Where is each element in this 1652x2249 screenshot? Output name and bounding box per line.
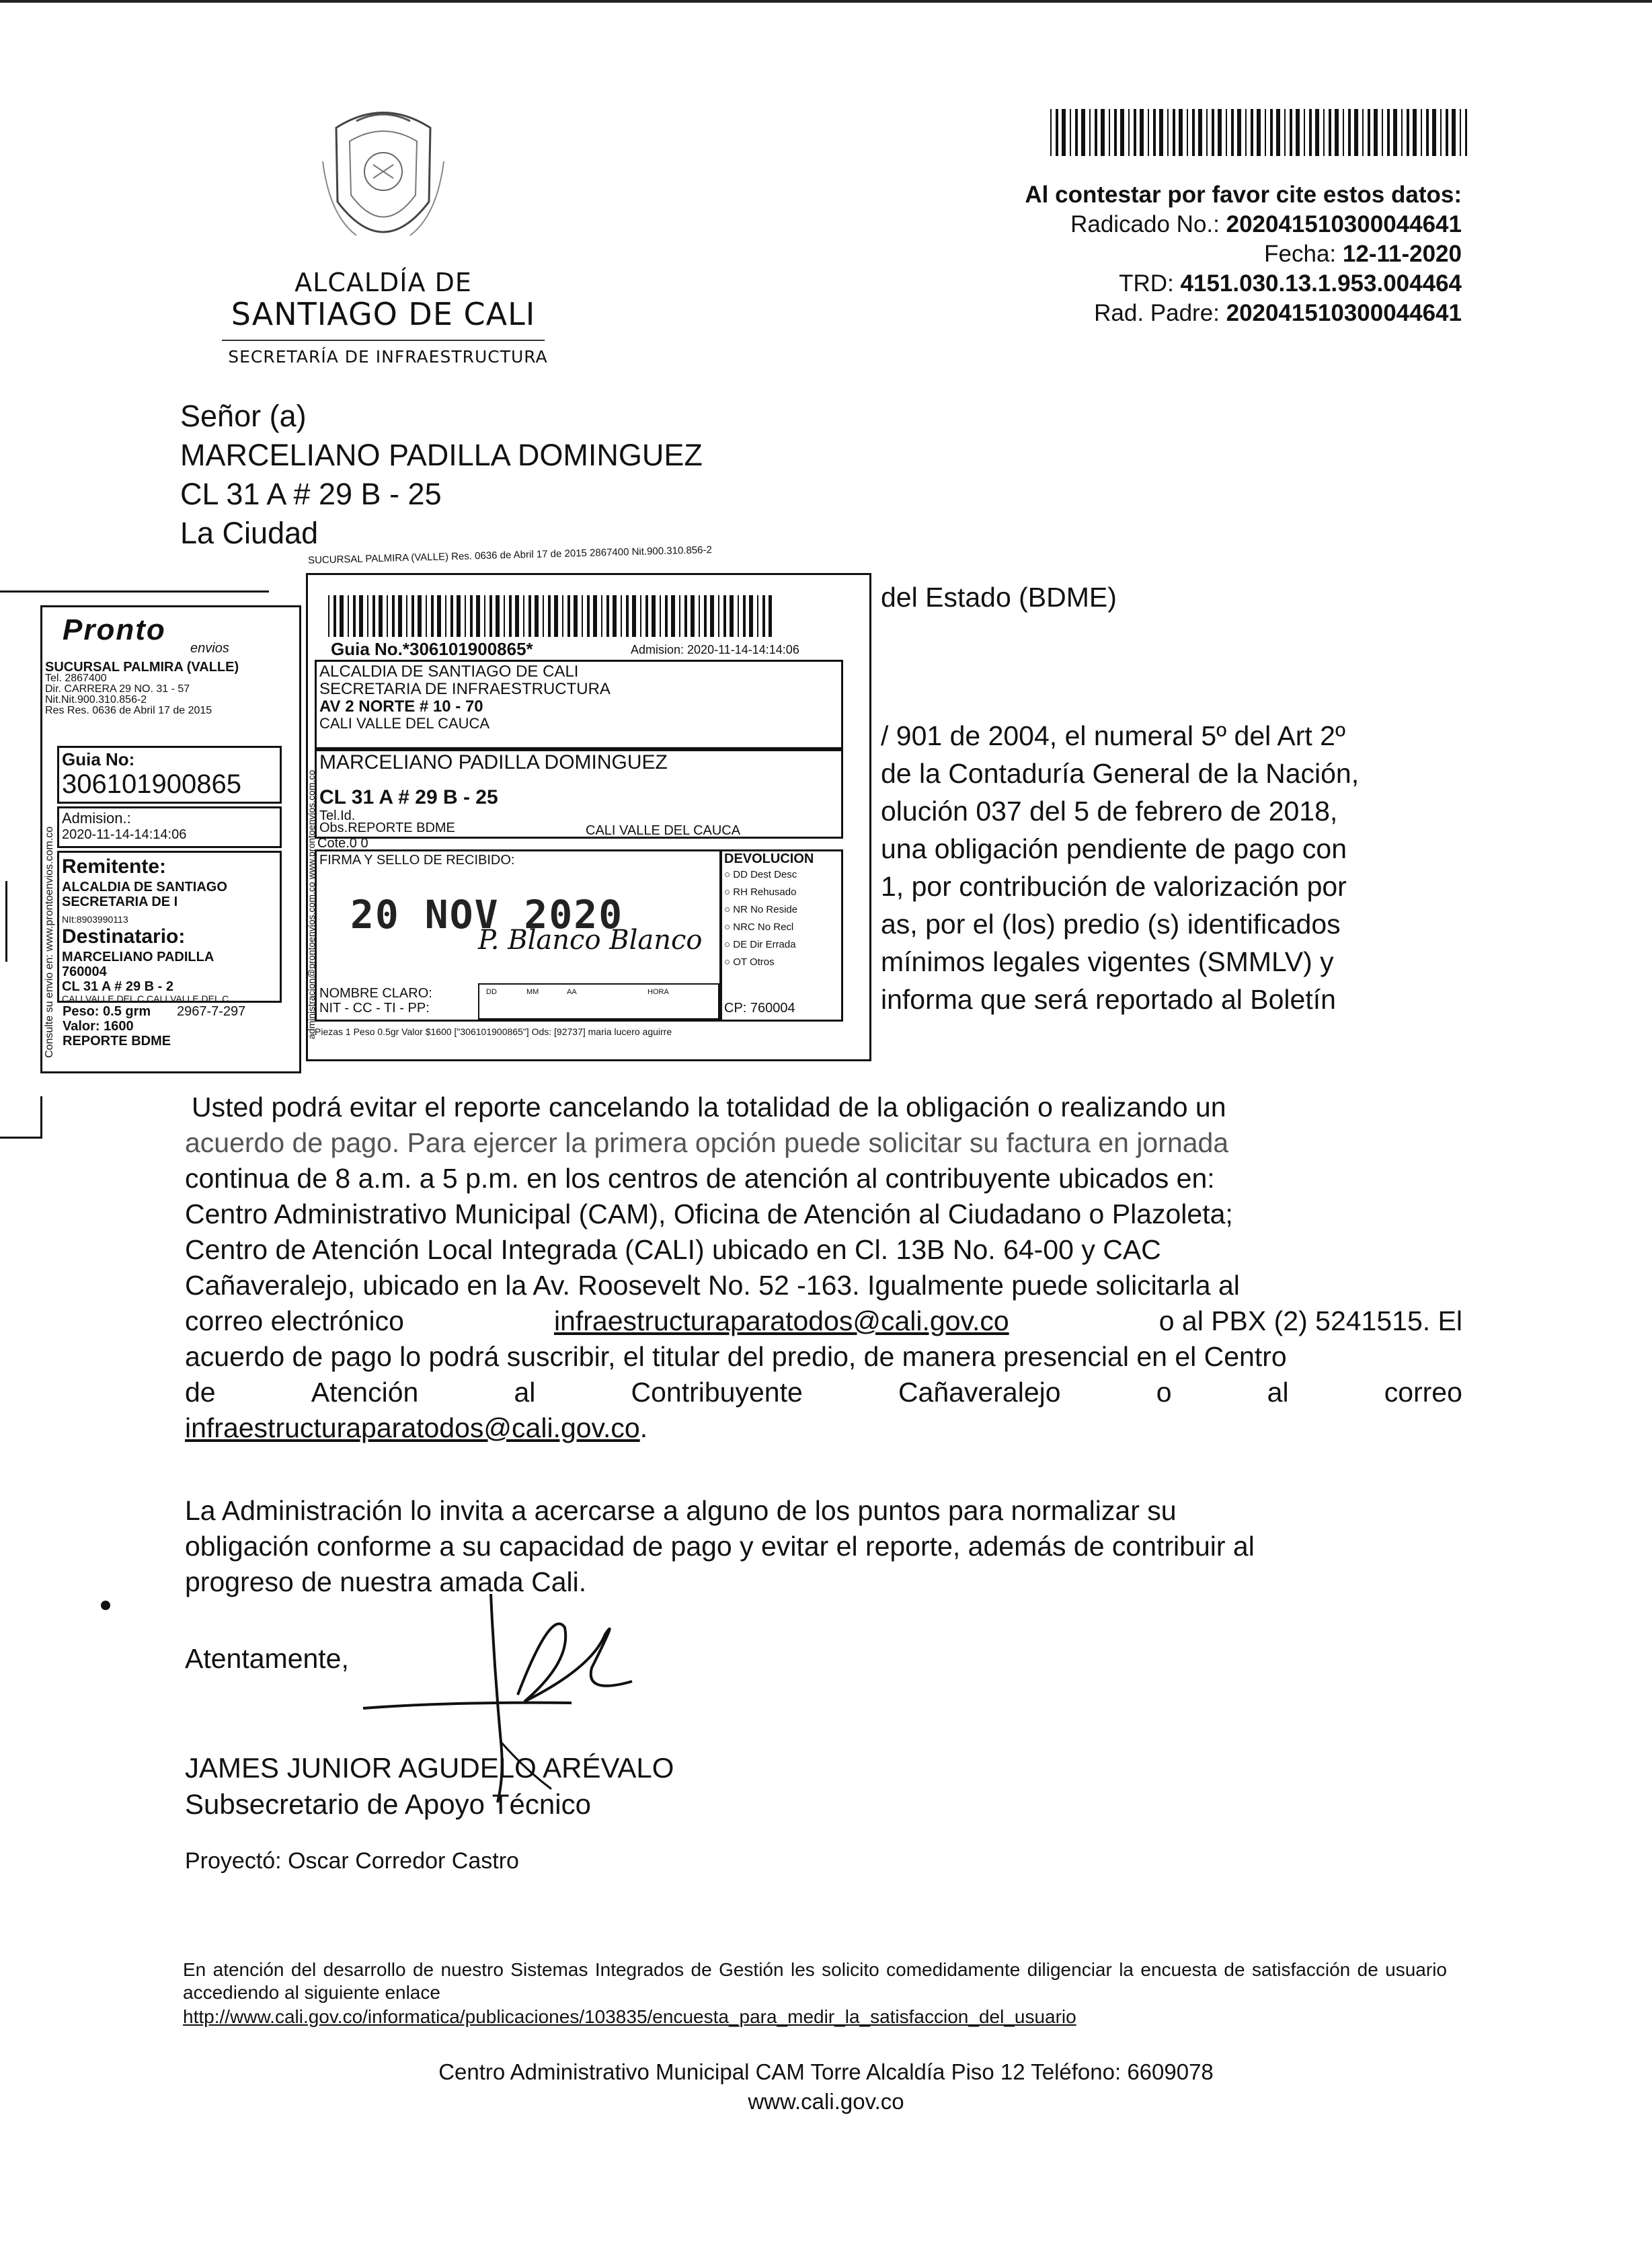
radicado-row xyxy=(1070,210,1462,239)
paragraph-invitation xyxy=(185,1493,1462,1600)
res: Res Res. 0636 de Abril 17 de 2015 xyxy=(45,705,212,716)
stray-dot xyxy=(101,1601,110,1610)
dev-option: ○ NR No Reside xyxy=(724,904,798,915)
dev-option-label: OT Otros xyxy=(733,956,775,968)
word: al xyxy=(1267,1377,1289,1408)
body-fragment: as, por el (los) predio (s) identificados xyxy=(881,909,1341,940)
recipient-address: CL 31 A # 29 B - 25 xyxy=(180,477,442,511)
dest-city: CALI VALLE DEL CAUCA xyxy=(586,823,741,838)
email-link[interactable]: infraestructuraparatodos@cali.gov.co xyxy=(553,1305,1009,1336)
nit-row-label: NIT - CC - TI - PP: xyxy=(319,1001,430,1016)
trd-row xyxy=(1119,269,1462,299)
fecha-row xyxy=(1264,239,1462,269)
paragraph-line: Centro de Atención Local Integrada (CALI) ubicado en Cl. 13B No. 64-00 y CAC xyxy=(185,1234,1161,1265)
word: Contribuyente xyxy=(631,1377,803,1408)
word: al xyxy=(514,1377,536,1408)
dev-option-label: DE Dir Errada xyxy=(733,939,796,950)
date-grid xyxy=(478,983,719,1020)
cote: Cote.0 0 xyxy=(317,836,368,851)
dest-addr: CL 31 A # 29 B - 25 xyxy=(319,786,498,808)
sender-line: AV 2 NORTE # 10 - 70 xyxy=(319,697,483,716)
tracking-barcode-icon xyxy=(328,595,772,637)
paragraph-line: acuerdo de pago. Para ejercer la primera opción puede solicitar su factura en jornada xyxy=(185,1127,1229,1158)
rad-padre-label: Rad. Padre: xyxy=(1094,300,1226,326)
paragraph-line: continua de 8 a.m. a 5 p.m. en los centros de atención al contribuyente ubicados en: xyxy=(185,1163,1215,1194)
side-url: administracion@prontoenvios.com.co www.prontoenvios.com.co xyxy=(306,769,317,1039)
parties-box xyxy=(57,851,282,1003)
word: de xyxy=(185,1377,216,1408)
survey-link[interactable]: http://www.cali.gov.co/informatica/publicaciones/103835/encuesta_para_medir_la_satisfaccion_del_usuario xyxy=(183,2006,1076,2027)
admision-value: 2020-11-14-14:14:06 xyxy=(62,827,187,842)
admision-label: Admision.: xyxy=(62,810,131,827)
admision-box xyxy=(57,806,282,848)
nombre-label: NOMBRE CLARO: xyxy=(319,986,432,1001)
body-fragment: del Estado (BDME) xyxy=(881,582,1117,613)
email-link-2[interactable]: infraestructuraparatodos@cali.gov.co xyxy=(185,1412,640,1443)
date-col: MM xyxy=(526,988,539,996)
received-stamp-date: 20 NOV 2020 xyxy=(350,892,624,938)
scan-edge-mark xyxy=(0,1096,42,1139)
reception-box xyxy=(315,849,722,1022)
sticker-header: SUCURSAL PALMIRA (VALLE) Res. 0636 de Abril 17 de 2015 2867400 Nit.900.310.856-2 xyxy=(307,544,713,566)
word: correo xyxy=(1384,1377,1462,1408)
courier-logo: Pronto xyxy=(63,613,166,646)
paragraph-line xyxy=(185,1303,1462,1339)
word: o xyxy=(1156,1377,1172,1408)
guia-label: Guia No: xyxy=(62,749,135,769)
trd-label: TRD: xyxy=(1119,270,1181,297)
dev-option: ○ DE Dir Errada xyxy=(724,939,796,950)
dest-line: CALI VALLE DEL C CALI VALLE DEL C xyxy=(62,993,229,1004)
radicado-barcode-icon xyxy=(1050,109,1467,156)
dev-option: ○ DD Dest Desc xyxy=(724,869,797,880)
paragraph-line: La Administración lo invita a acercarse a alguno de los puntos para normalizar su xyxy=(185,1495,1177,1526)
rad-padre-row xyxy=(1094,299,1462,328)
sender-box xyxy=(315,660,843,751)
logo-line-1: ALCALDÍA DE xyxy=(294,268,472,297)
signer-name: JAMES JUNIOR AGUDELO ARÉVALO xyxy=(185,1752,674,1784)
paragraph-line: Usted podrá evitar el reporte cancelando la totalidad de la obligación o realizando un xyxy=(192,1092,1226,1122)
logo-line-3: SECRETARÍA DE INFRAESTRUCTURA xyxy=(228,347,548,367)
paragraph-line xyxy=(185,1410,1462,1446)
admision: Admision: 2020-11-14-14:14:06 xyxy=(631,643,799,656)
paragraph-payment xyxy=(185,1090,1462,1446)
dev-option-label: DD Dest Desc xyxy=(733,869,797,880)
remitente-line: ALCALDIA DE SANTIAGO xyxy=(62,880,227,894)
guia-box xyxy=(57,746,282,804)
body-fragment: informa que será reportado al Boletín xyxy=(881,984,1336,1015)
valor: Valor: 1600 xyxy=(63,1019,134,1034)
date-col: HORA xyxy=(647,988,669,996)
paragraph-line: Cañaveralejo, ubicado en la Av. Roosevelt No. 52 -163. Igualmente puede solicitarla al xyxy=(185,1270,1240,1301)
recipient-signature: P. Blanco Blanco xyxy=(478,925,703,956)
side-url: Consulte su envio en: www.prontoenvios.com.co xyxy=(44,826,55,1058)
recipient-name: MARCELIANO PADILLA DOMINGUEZ xyxy=(180,438,703,472)
paragraph-line: obligación conforme a su capacidad de pago y evitar el reporte, además de contribuir al xyxy=(185,1531,1255,1562)
salutation: Señor (a) xyxy=(180,399,307,433)
recipient-box xyxy=(315,747,843,839)
dir: Dir. CARRERA 29 NO. 31 - 57 xyxy=(45,683,190,695)
tel: Tel. 2867400 xyxy=(45,673,107,684)
body-fragment: mínimos legales vigentes (SMMLV) y xyxy=(881,946,1334,977)
dev-option-label: NR No Reside xyxy=(733,904,798,915)
paragraph-line xyxy=(185,1375,1462,1410)
period: . xyxy=(639,1412,648,1443)
shipping-label-left xyxy=(40,605,301,1073)
logo-divider xyxy=(222,340,545,341)
word: Atención xyxy=(311,1377,419,1408)
scan-edge-mark xyxy=(0,881,7,962)
remitente-line: SECRETARIA DE I xyxy=(62,894,178,909)
dev-option: ○ OT Otros xyxy=(724,956,775,968)
date-col: AA xyxy=(567,988,577,996)
logo-line-2: SANTIAGO DE CALI xyxy=(231,296,536,332)
branch: SUCURSAL PALMIRA (VALLE) xyxy=(45,660,239,675)
sender-line: CALI VALLE DEL CAUCA xyxy=(319,715,490,732)
dev-option: ○ NRC No Recl xyxy=(724,921,794,933)
sender-line: ALCALDIA DE SANTIAGO DE CALI xyxy=(319,662,579,681)
firma-label: FIRMA Y SELLO DE RECIBIDO: xyxy=(319,853,515,868)
date-col: DD xyxy=(486,988,497,996)
postal-code: CP: 760004 xyxy=(724,1001,795,1016)
footer-address: Centro Administrativo Municipal CAM Torre Alcaldía Piso 12 Teléfono: 6609078 xyxy=(438,2059,1214,2084)
shipping-label-main xyxy=(306,544,871,1061)
obs: Obs.REPORTE BDME xyxy=(319,821,455,835)
signer-title: Subsecretario de Apoyo Técnico xyxy=(185,1788,591,1820)
nit: Nit.Nit.900.310.856-2 xyxy=(45,694,147,706)
sender-line: SECRETARIA DE INFRAESTRUCTURA xyxy=(319,680,611,698)
courier-logo-sub: envios xyxy=(190,641,229,656)
rad-padre-value: 202041510300044641 xyxy=(1226,300,1462,326)
peso: Peso: 0.5 grm xyxy=(63,1004,151,1019)
body-fragment: de la Contaduría General de la Nación, xyxy=(881,758,1360,789)
tel-id: Tel.Id. xyxy=(319,808,356,823)
trd-value: 4151.030.13.1.953.004464 xyxy=(1180,270,1462,297)
body-fragment: / 901 de 2004, el numeral 5º del Art 2º xyxy=(881,720,1345,751)
dev-option-label: RH Rehusado xyxy=(733,886,797,898)
body-fragment: olución 037 del 5 de febrero de 2018, xyxy=(881,796,1338,827)
remitente-label: Remitente: xyxy=(62,855,167,878)
dev-option-label: NRC No Recl xyxy=(733,921,794,933)
fecha-label: Fecha: xyxy=(1264,241,1343,267)
dest-name: MARCELIANO PADILLA DOMINGUEZ xyxy=(319,751,668,773)
radicado-label: Radicado No.: xyxy=(1070,211,1226,237)
sticker-top-rule xyxy=(0,590,269,593)
guia-number: Guia No.*306101900865* xyxy=(331,639,533,659)
paragraph-line: Centro Administrativo Municipal (CAM), Oficina de Atención al Ciudadano o Plazoleta; xyxy=(185,1198,1233,1229)
remitente-nit: NIt:8903990113 xyxy=(62,914,128,925)
devolucion-label: DEVOLUCION xyxy=(724,851,814,866)
guia-number: 306101900865 xyxy=(62,769,241,799)
email-intro: correo electrónico xyxy=(185,1305,404,1336)
ref-number: 2967-7-297 xyxy=(177,1004,246,1019)
destinatario-label: Destinatario: xyxy=(62,925,186,948)
piece-summary: Piezas 1 Peso 0.5gr Valor $1600 ["306101900865"] Ods: [92737] maria lucero aguirre xyxy=(315,1026,672,1037)
dest-line: 760004 xyxy=(62,964,107,979)
word: Cañaveralejo xyxy=(898,1377,1061,1408)
devolucion-box xyxy=(719,849,843,1022)
pbx-text: o al PBX (2) 5241515. El xyxy=(1158,1305,1462,1336)
recipient-city: La Ciudad xyxy=(180,516,319,550)
body-fragment: 1, por contribución de valorización por xyxy=(881,871,1347,902)
projected-by: Proyectó: Oscar Corredor Castro xyxy=(185,1848,519,1874)
cite-label: Al contestar por favor cite estos datos: xyxy=(1025,182,1462,208)
fecha-value: 12-11-2020 xyxy=(1342,241,1462,267)
obs: REPORTE BDME xyxy=(63,1034,171,1049)
radicado-value: 202041510300044641 xyxy=(1226,211,1462,237)
body-fragment: una obligación pendiente de pago con xyxy=(881,833,1347,864)
paragraph-line: progreso de nuestra amada Cali. xyxy=(185,1566,587,1597)
dev-option: ○ RH Rehusado xyxy=(724,886,797,898)
top-border-line xyxy=(0,0,1652,3)
dest-line: MARCELIANO PADILLA xyxy=(62,950,214,964)
closing: Atentamente, xyxy=(185,1643,349,1674)
survey-note: En atención del desarrollo de nuestro Sistemas Integrados de Gestión les solicito comedidamente diligenciar la encuesta de satisfacción de usuario accediendo al siguiente enlace xyxy=(183,1959,1447,2003)
dest-line: CL 31 A # 29 B - 2 xyxy=(62,979,173,994)
footer-website[interactable]: www.cali.gov.co xyxy=(748,2089,904,2114)
paragraph-line: acuerdo de pago lo podrá suscribir, el titular del predio, de manera presencial en el Centro xyxy=(185,1341,1287,1372)
coat-of-arms-seal-icon xyxy=(309,101,457,256)
